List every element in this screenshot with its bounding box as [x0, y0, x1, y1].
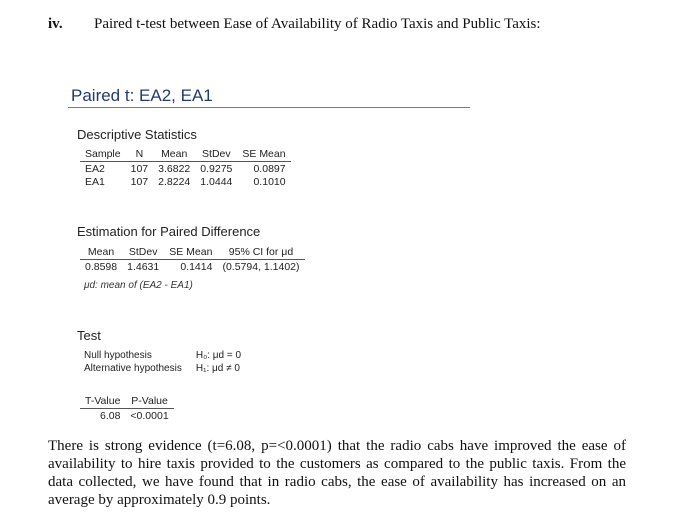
table-row: [80, 260, 305, 274]
section-number: iv.: [48, 16, 63, 32]
column-header: Mean: [80, 246, 122, 260]
column-header: N: [126, 148, 154, 162]
column-header: P-Value: [125, 395, 173, 409]
table-header-row: [80, 246, 305, 260]
estimation-table: [80, 246, 305, 273]
table-cell: 107: [130, 176, 149, 188]
table-cell: 1.0444: [200, 176, 233, 188]
minitab-output-panel: [64, 82, 474, 427]
table-header-row: [80, 148, 291, 162]
alternative-hypothesis-value: H₁: μd ≠ 0: [195, 363, 240, 374]
column-header: SE Mean: [164, 246, 217, 260]
section-title: Paired t-test between Ease of Availability of Radio Taxis and Public Taxis:: [94, 16, 541, 32]
table-cell: 3.6822: [158, 163, 191, 175]
alternative-hypothesis-label: Alternative hypothesis: [84, 363, 182, 374]
table-cell: 0.9275: [200, 163, 233, 175]
column-header: StDev: [195, 148, 237, 162]
table-row: [84, 362, 241, 375]
column-header: T-Value: [80, 395, 125, 409]
column-header: SE Mean: [237, 148, 290, 162]
title-divider: [68, 107, 470, 108]
table-cell: 1.4631: [127, 261, 160, 273]
table-cell: 0.0897: [253, 163, 286, 175]
table-cell: 2.8224: [158, 176, 191, 188]
column-header: Sample: [80, 148, 126, 162]
table-row: [84, 349, 241, 362]
table-cell: <0.0001: [130, 410, 169, 422]
column-header: StDev: [122, 246, 164, 260]
table-header-row: [80, 395, 174, 409]
null-hypothesis-label: Null hypothesis: [84, 350, 152, 361]
test-result-table: [80, 395, 174, 422]
table-cell: EA1: [85, 176, 105, 188]
test-heading: Test: [77, 328, 101, 343]
difference-definition-note: μd: mean of (EA2 - EA1): [84, 280, 193, 291]
table-row: [80, 409, 174, 423]
table-row: [80, 162, 291, 176]
hypothesis-table: [84, 349, 241, 375]
descriptive-stats-heading: Descriptive Statistics: [77, 127, 197, 142]
table-cell: 107: [130, 163, 149, 175]
table-cell: 0.8598: [85, 261, 118, 273]
table-cell: 0.1414: [180, 261, 213, 273]
table-cell: 6.08: [99, 410, 121, 422]
output-title: Paired t: EA2, EA1: [71, 86, 213, 105]
table-cell: EA2: [85, 163, 105, 175]
table-cell: (0.5794, 1.1402): [222, 261, 300, 273]
table-cell: 0.1010: [253, 176, 286, 188]
column-header: Mean: [153, 148, 195, 162]
table-row: [80, 175, 291, 188]
descriptive-stats-table: [80, 148, 291, 188]
column-header: 95% CI for μd: [217, 246, 304, 260]
estimation-heading: Estimation for Paired Difference: [77, 224, 261, 239]
section-heading: [48, 16, 541, 33]
conclusion-paragraph: There is strong evidence (t=6.08, p=<0.0001) that the radio cabs have improved the ease of availability to hire taxis provided to the customers as compared to the public taxis. From the data collected, we have found that in radio cabs, the ease of availability has increased on an average by approximately 0.9 points.: [48, 438, 626, 508]
null-hypothesis-value: H₀: μd = 0: [195, 350, 242, 361]
